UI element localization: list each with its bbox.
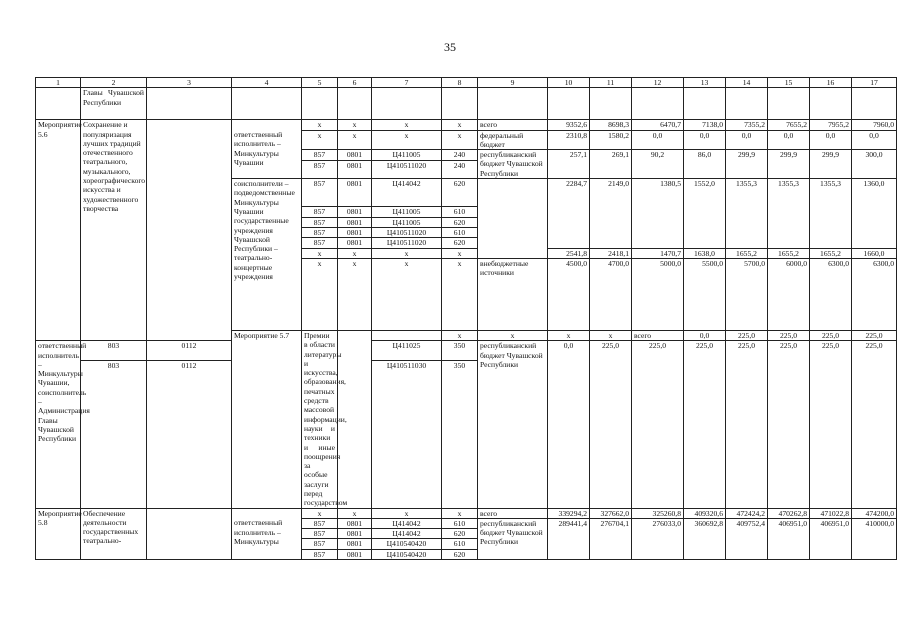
expense-code: 620 <box>442 179 478 207</box>
section-code: 0801 <box>338 228 372 238</box>
value-cell: 2310,8 <box>548 130 590 150</box>
target-code: Ц411005 <box>372 217 442 227</box>
value-cell: 6000,0 <box>768 258 810 330</box>
value-cell: 299,9 <box>768 150 810 179</box>
value-cell: 257,1 <box>548 150 590 179</box>
value-cell: 6300,0 <box>810 258 852 330</box>
value-cell: 2418,1 <box>590 248 632 258</box>
value-cell: 5000,0 <box>632 258 684 330</box>
measure-code: Мероприятие 5.7 <box>232 330 302 508</box>
value-cell: 1552,0 <box>684 179 726 249</box>
value-cell: 470262,8 <box>768 508 810 518</box>
grbs-code: 857 <box>302 179 338 207</box>
executor: соисполнители – подведомственные Минкультуры Чувашии государственные учреждения Чувашской Республики – театрально-концертные учреждения <box>232 179 302 331</box>
section-code: x <box>338 248 372 258</box>
value-cell: 7355,2 <box>726 120 768 130</box>
measure-code: Мероприятие 5.6 <box>36 120 81 341</box>
value-cell: 339294,2 <box>548 508 590 518</box>
grbs-code: 857 <box>302 217 338 227</box>
value-cell: 225,0 <box>590 341 632 508</box>
value-cell: 4500,0 <box>548 258 590 330</box>
target-code: x <box>372 248 442 258</box>
value-cell: 225,0 <box>810 341 852 508</box>
measure-name: Сохранение и популяризация лучших традиций отечественного театрального, музыкального, хореографического искусства и художественного творчества <box>81 120 147 341</box>
expense-code: x <box>442 130 478 150</box>
grbs-code: x <box>302 120 338 130</box>
expense-code: 620 <box>442 529 478 539</box>
value-cell: 299,9 <box>726 150 768 179</box>
target-code: Ц410511020 <box>372 238 442 248</box>
funding-source: республиканский бюджет Чувашской Республики <box>478 518 548 559</box>
expense-code: x <box>442 258 478 330</box>
measure-name: Обеспечение деятельности государственных театрально- <box>81 508 147 559</box>
expense-code: 610 <box>442 539 478 549</box>
section-code: x <box>338 508 372 518</box>
header-cell: 1 <box>36 78 81 88</box>
measure-name: Премии в области литературы и искусства, образования, печатных средств массовой информации, науки и техники и иные поощрения за особые заслуги перед государством <box>302 330 338 508</box>
header-cell: 13 <box>684 78 726 88</box>
value-cell: 300,0 <box>852 150 897 179</box>
section-code: x <box>338 130 372 150</box>
target-code: Ц414042 <box>372 529 442 539</box>
value-cell: 1360,0 <box>852 179 897 249</box>
measure-code: Мероприятие 5.8 <box>36 508 81 559</box>
header-cell: 6 <box>338 78 372 88</box>
expense-code: 620 <box>442 549 478 559</box>
value-cell: 5500,0 <box>684 258 726 330</box>
value-cell: 472424,2 <box>726 508 768 518</box>
target-code: x <box>372 130 442 150</box>
value-cell: 289441,4 <box>548 518 590 559</box>
target-code: Ц411025 <box>372 341 442 360</box>
grbs-code: 803 <box>81 360 147 508</box>
expense-code: 610 <box>442 518 478 528</box>
value-cell: 225,0 <box>684 341 726 508</box>
value-cell: 5700,0 <box>726 258 768 330</box>
value-cell: 2541,8 <box>548 248 590 258</box>
executor: ответственный исполнитель – Минкультуры Чувашии, соисполнитель – Администрация Главы Чувашской Республики <box>36 341 81 508</box>
value-cell: 2284,7 <box>548 179 590 249</box>
value-cell: 299,9 <box>810 150 852 179</box>
value-cell: 1355,3 <box>810 179 852 249</box>
value-cell: 1580,2 <box>590 130 632 150</box>
value-cell: 1355,3 <box>726 179 768 249</box>
grbs-code: 857 <box>302 529 338 539</box>
value-cell: 410000,0 <box>852 518 897 559</box>
value-cell: 7960,0 <box>852 120 897 130</box>
value-cell: 225,0 <box>852 341 897 508</box>
target-code: Ц410511020 <box>372 228 442 238</box>
section-code: 0801 <box>338 217 372 227</box>
expense-code: x <box>442 248 478 258</box>
target-code: Ц410540420 <box>372 539 442 549</box>
section-code: x <box>338 258 372 330</box>
expense-code: 350 <box>442 341 478 360</box>
header-cell: 15 <box>768 78 810 88</box>
section-code: 0801 <box>338 549 372 559</box>
expense-code: x <box>590 330 632 340</box>
header-cell: 12 <box>632 78 684 88</box>
section-code: 0801 <box>338 539 372 549</box>
expense-code: 350 <box>442 360 478 508</box>
value-cell: 225,0 <box>726 330 768 340</box>
grbs-code: x <box>302 248 338 258</box>
section-code: 0801 <box>338 529 372 539</box>
target-code: Ц411005 <box>372 207 442 217</box>
value-cell: 406951,0 <box>768 518 810 559</box>
value-cell: 0,0 <box>684 330 726 340</box>
grbs-code: x <box>302 258 338 330</box>
section-code: x <box>338 120 372 130</box>
value-cell: 7138,0 <box>684 120 726 130</box>
target-code: Ц414042 <box>372 518 442 528</box>
header-cell: 10 <box>548 78 590 88</box>
funding-source: всего <box>632 330 684 340</box>
value-cell: 1380,5 <box>632 179 684 249</box>
value-cell: 225,0 <box>768 341 810 508</box>
expense-code: 240 <box>442 161 478 179</box>
value-cell: 225,0 <box>632 341 684 508</box>
value-cell: 0,0 <box>726 130 768 150</box>
target-code: x <box>372 258 442 330</box>
value-cell: 8698,3 <box>590 120 632 130</box>
grbs-code: 857 <box>302 228 338 238</box>
header-cell: 9 <box>478 78 548 88</box>
section-code: 0801 <box>338 207 372 217</box>
target-code: Ц414042 <box>372 179 442 207</box>
value-cell: 225,0 <box>768 330 810 340</box>
expense-code: 620 <box>442 238 478 248</box>
value-cell: 90,2 <box>632 150 684 179</box>
expense-code: x <box>442 120 478 130</box>
grbs-code: 857 <box>302 150 338 161</box>
value-cell: 276033,0 <box>632 518 684 559</box>
value-cell: 7655,2 <box>768 120 810 130</box>
grbs-code: x <box>442 330 478 340</box>
value-cell: 6300,0 <box>852 258 897 330</box>
value-cell: 225,0 <box>852 330 897 340</box>
header-cell: 14 <box>726 78 768 88</box>
grbs-code: 857 <box>302 549 338 559</box>
expense-code: 610 <box>442 207 478 217</box>
grbs-code: 803 <box>81 341 147 360</box>
value-cell: 325260,8 <box>632 508 684 518</box>
grbs-code: 857 <box>302 238 338 248</box>
value-cell: 4700,0 <box>590 258 632 330</box>
target-code: Ц410511020 <box>372 161 442 179</box>
grbs-code: x <box>302 130 338 150</box>
value-cell: 1470,7 <box>632 248 684 258</box>
value-cell: 409320,6 <box>684 508 726 518</box>
header-cell: 17 <box>852 78 897 88</box>
section-code: x <box>478 330 548 340</box>
header-cell: 5 <box>302 78 338 88</box>
grbs-code: x <box>302 508 338 518</box>
value-cell: 225,0 <box>726 341 768 508</box>
header-row <box>36 78 897 88</box>
value-cell: 2149,0 <box>590 179 632 249</box>
target-code: Ц411005 <box>372 150 442 161</box>
program-table <box>35 77 897 560</box>
value-cell: 0,0 <box>548 341 590 508</box>
funding-source: внебюджетные источники <box>478 258 548 330</box>
value-cell: 360692,8 <box>684 518 726 559</box>
executor: ответственный исполнитель – Минкультуры Чувашии <box>232 130 302 178</box>
expense-code: 610 <box>442 228 478 238</box>
header-cell: 16 <box>810 78 852 88</box>
executor: ответственный исполнитель – Минкультуры <box>232 518 302 559</box>
grbs-code: 857 <box>302 518 338 528</box>
value-cell: 1355,3 <box>768 179 810 249</box>
funding-source: республиканский бюджет Чувашской Республики <box>478 150 548 179</box>
value-cell: 1655,2 <box>810 248 852 258</box>
header-cell: 2 <box>81 78 147 88</box>
header-cell: 4 <box>232 78 302 88</box>
target-code: Ц410540420 <box>372 549 442 559</box>
value-cell: 0,0 <box>768 130 810 150</box>
header-cell: 8 <box>442 78 478 88</box>
value-cell: 6470,7 <box>632 120 684 130</box>
value-cell: 9352,6 <box>548 120 590 130</box>
value-cell: 474200,0 <box>852 508 897 518</box>
target-code: Ц410511030 <box>372 360 442 508</box>
grbs-code: 857 <box>302 207 338 217</box>
table-row <box>36 88 897 120</box>
page-number: 35 <box>444 40 456 54</box>
value-cell: 0,0 <box>810 130 852 150</box>
section-code: 0112 <box>147 341 232 360</box>
target-code: x <box>372 508 442 518</box>
measure-name: Главы Чувашской Республики <box>81 88 147 120</box>
funding-source: федеральный бюджет <box>478 130 548 150</box>
section-code: 0801 <box>338 150 372 161</box>
expense-code: 620 <box>442 217 478 227</box>
grbs-code: 857 <box>302 161 338 179</box>
section-code: 0801 <box>338 518 372 528</box>
section-code: 0112 <box>147 360 232 508</box>
value-cell: 1655,2 <box>768 248 810 258</box>
header-cell: 3 <box>147 78 232 88</box>
value-cell: 0,0 <box>684 130 726 150</box>
value-cell: 406951,0 <box>810 518 852 559</box>
table-row <box>36 508 897 518</box>
table-row <box>36 341 897 360</box>
value-cell: 225,0 <box>810 330 852 340</box>
value-cell: 86,0 <box>684 150 726 179</box>
table-row <box>36 120 897 130</box>
expense-code: x <box>442 508 478 518</box>
value-cell: 276704,1 <box>590 518 632 559</box>
value-cell: 409752,4 <box>726 518 768 559</box>
value-cell: 1660,0 <box>852 248 897 258</box>
value-cell: 0,0 <box>632 130 684 150</box>
value-cell: 0,0 <box>852 130 897 150</box>
value-cell: 269,1 <box>590 150 632 179</box>
expense-code: 240 <box>442 150 478 161</box>
value-cell: 471022,8 <box>810 508 852 518</box>
target-code: x <box>372 120 442 130</box>
grbs-code: 857 <box>302 539 338 549</box>
value-cell: 327662,0 <box>590 508 632 518</box>
value-cell: 1638,0 <box>684 248 726 258</box>
funding-source: всего <box>478 508 548 518</box>
section-code: 0801 <box>338 161 372 179</box>
value-cell: 7955,2 <box>810 120 852 130</box>
value-cell: 1655,2 <box>726 248 768 258</box>
section-code: 0801 <box>338 238 372 248</box>
target-code: x <box>548 330 590 340</box>
header-cell: 11 <box>590 78 632 88</box>
section-code: 0801 <box>338 179 372 207</box>
funding-source: всего <box>478 120 548 130</box>
header-cell: 7 <box>372 78 442 88</box>
funding-source: республиканский бюджет Чувашской Республики <box>478 341 548 508</box>
